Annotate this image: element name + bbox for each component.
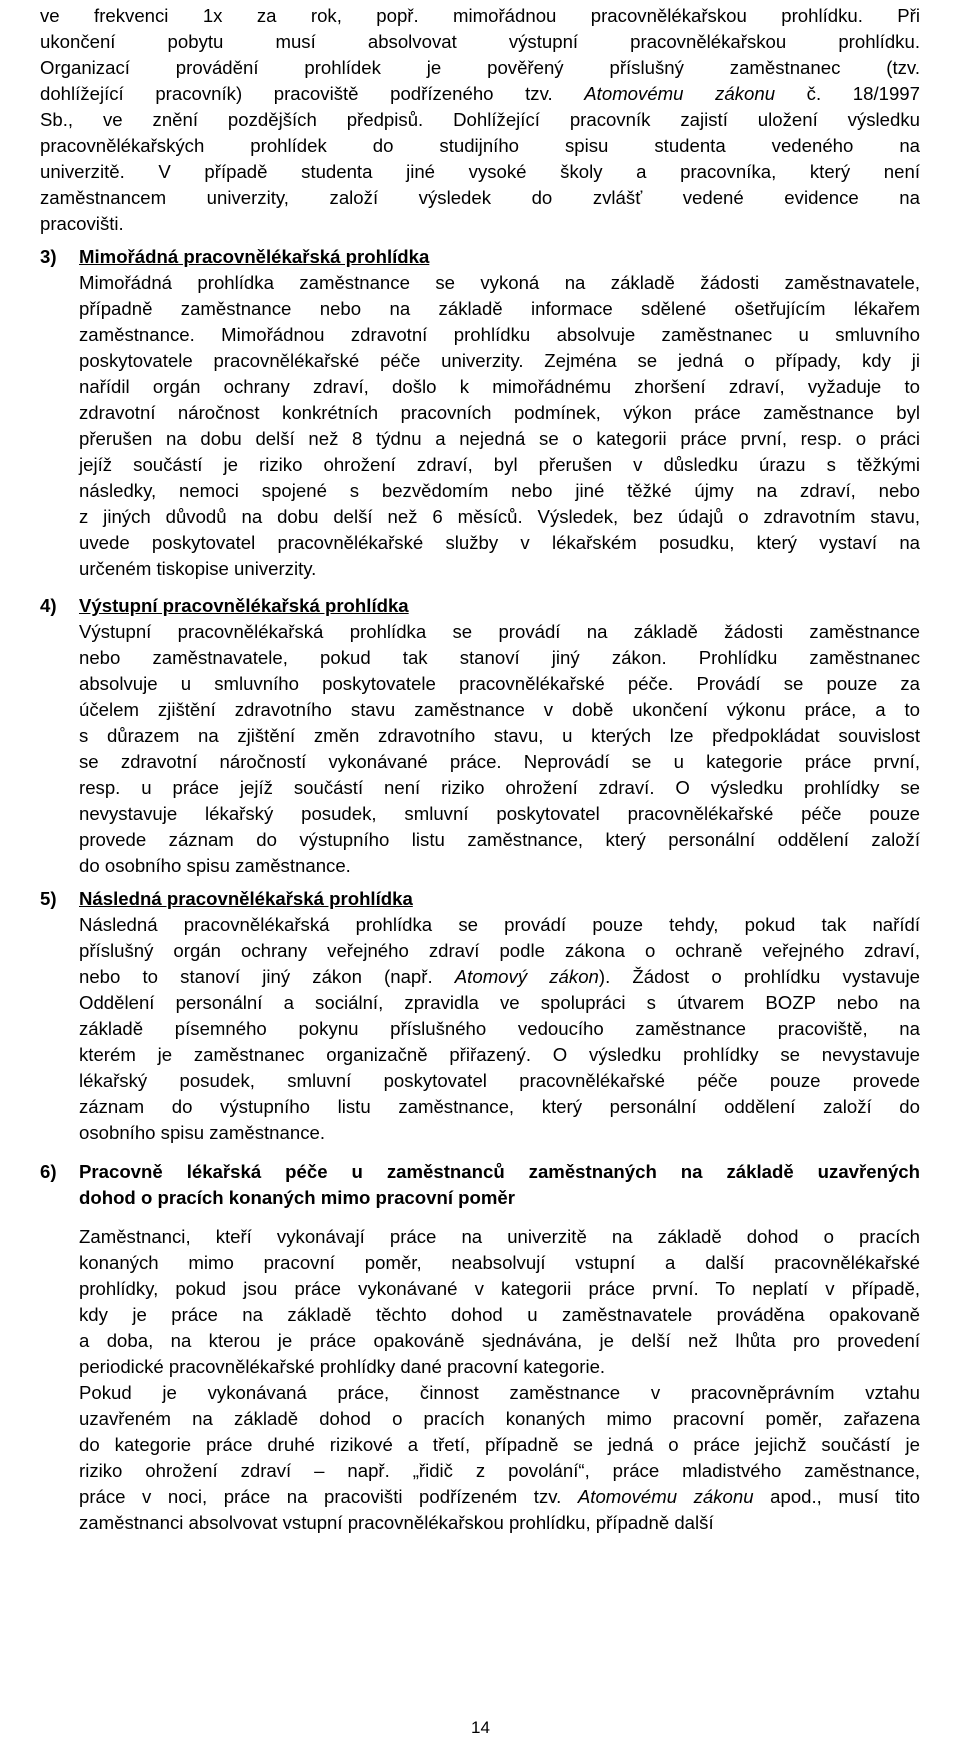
paragraph-line: univerzitě. V případě studenta jiné vysoké školy a pracovníka, který není (40, 161, 920, 182)
paragraph-line: Následná pracovnělékařská prohlídka se provádí pouze tehdy, pokud tak nařídí (79, 914, 920, 935)
paragraph-line: ukončení pobytu musí absolvovat výstupní pracovnělékařskou prohlídku. (40, 31, 920, 52)
paragraph-line: resp. u práce jejíž součástí není riziko ohrožení zdraví. O výsledku prohlídky se (79, 777, 920, 798)
paragraph-line: práce v noci, práce na pracovišti podřízeném tzv. Atomovému zákonu apod., musí tito (79, 1486, 921, 1507)
paragraph-line: konaných mimo pracovní poměr, neabsolvují vstupní a další pracovnělékařské (79, 1252, 920, 1273)
paragraph-line: určeném tiskopise univerzity. (79, 558, 317, 579)
paragraph-line: lékařský posudek, smluvní poskytovatel pracovnělékařské péče pouze provede (79, 1070, 920, 1091)
section-title-line: dohod o pracích konaných mimo pracovní poměr (79, 1187, 515, 1208)
section-title: Mimořádná pracovnělékařská prohlídka (79, 246, 430, 267)
paragraph-line: do osobního spisu zaměstnance. (79, 855, 351, 876)
paragraph-line: z jiných důvodů na dobu delší než 6 měsíců. Výsledek, bez údajů o zdravotním stavu, (79, 506, 920, 527)
paragraph-line: zaměstnance. Mimořádnou zdravotní prohlídku absolvuje zaměstnanec u smluvního (79, 324, 920, 345)
paragraph-line: Mimořádná prohlídka zaměstnance se vykoná na základě žádosti zaměstnavatele, (79, 272, 920, 293)
paragraph-line: absolvuje u smluvního poskytovatele pracovnělékařské péče. Provádí se pouze za (79, 673, 920, 694)
paragraph-line: příslušný orgán ochrany veřejného zdraví podle zákona o ochraně veřejného zdraví, (79, 940, 920, 961)
paragraph-line: riziko ohrožení zdraví – např. „řidič z povolání“, práce mladistvého zaměstnance, (79, 1460, 920, 1481)
section-title: Následná pracovnělékařská prohlídka (79, 888, 413, 909)
page-number: 14 (471, 1718, 490, 1737)
paragraph-line: pracovišti. (40, 213, 124, 234)
paragraph-line: nařídil orgán ochrany zdraví, došlo k mimořádnému zhoršení zdraví, vyžaduje to (79, 376, 920, 397)
paragraph-line: osobního spisu zaměstnance. (79, 1122, 326, 1143)
paragraph-line: kterém je zaměstnanec organizačně přiřazený. O výsledku prohlídky se nevystavuje (79, 1044, 920, 1065)
paragraph-line: do kategorie práce druhé rizikové a třetí, případně se jedná o práce jejichž součástí je (79, 1434, 920, 1455)
paragraph-line: a doba, na kterou je práce opakováně sjednávána, je delší než lhůta pro provedení (79, 1330, 920, 1351)
paragraph-line: nevystavuje lékařský posudek, smluvní poskytovatel pracovnělékařské péče pouze (79, 803, 920, 824)
paragraph-line: periodické pracovnělékařské prohlídky dané pracovní kategorie. (79, 1356, 606, 1377)
paragraph-line: případně zaměstnance nebo na základě informace sdělené ošetřujícím lékařem (79, 298, 920, 319)
paragraph-line: Zaměstnanci, kteří vykonávají práce na univerzitě na základě dohod o pracích (79, 1226, 920, 1247)
paragraph-line: zdravotní náročnost konkrétních pracovních podmínek, výkon práce zaměstnance byl (79, 402, 920, 423)
paragraph-line: základě písemného pokynu příslušného vedoucího zaměstnance pracoviště, na (79, 1018, 920, 1039)
section-number: 6) (40, 1161, 57, 1182)
paragraph-line: následky, nemoci spojené s bezvědomím nebo jiné těžké újmy na zdraví, nebo (79, 480, 920, 501)
paragraph-line: přerušen na dobu delší než 8 týdnu a nejedná se o kategorii práce první, resp. o práci (79, 428, 920, 449)
paragraph-line: poskytovatele pracovnělékařské péče univerzity. Zejména se jedná o případy, kdy ji (79, 350, 920, 371)
section-title-line: Pracovně lékařská péče u zaměstnanců zaměstnaných na základě uzavřených (79, 1161, 920, 1182)
paragraph-line: Výstupní pracovnělékařská prohlídka se provádí na základě žádosti zaměstnance (79, 621, 920, 642)
paragraph-line: Organizací provádění prohlídek je pověřený příslušný zaměstnanec (tzv. (40, 57, 920, 78)
paragraph-line: účelem zjištění zdravotního stavu zaměstnance v době ukončení výkonu práce, a to (79, 699, 920, 720)
paragraph-line: nebo to stanoví jiný zákon (např. Atomový zákon). Žádost o prohlídku vystavuje (79, 966, 920, 987)
paragraph-line: se zdravotní náročností vykonávané práce. Neprovádí se u kategorie práce první, (79, 751, 920, 772)
section-number: 3) (40, 246, 57, 267)
paragraph-line: provede záznam do výstupního listu zaměstnance, který personální oddělení založí (79, 829, 920, 850)
paragraph-line: Sb., ve znění pozdějších předpisů. Dohlížející pracovník zajistí uložení výsledku (40, 109, 920, 130)
paragraph-line: záznam do výstupního listu zaměstnance, který personální oddělení založí do (79, 1096, 920, 1117)
paragraph-line: pracovnělékařských prohlídek do studijního spisu studenta vedeného na (40, 135, 920, 156)
paragraph-line: nebo zaměstnavatele, pokud tak stanoví jiný zákon. Prohlídku zaměstnanec (79, 647, 920, 668)
paragraph-line: Oddělení personální a sociální, zpravidla ve spolupráci s útvarem BOZP nebo na (79, 992, 920, 1013)
paragraph-line: s důrazem na zjištění změn zdravotního stavu, u kterých lze předpokládat souvislost (79, 725, 920, 746)
paragraph-line: zaměstnancem univerzity, založí výsledek do zvlášť vedené evidence na (40, 187, 920, 208)
paragraph-line: prohlídky, pokud jsou práce vykonávané v kategorii práce první. To neplatí v případě, (79, 1278, 920, 1299)
paragraph-line: Pokud je vykonávaná práce, činnost zaměstnance v pracovněprávním vztahu (79, 1382, 920, 1403)
paragraph-line: zaměstnanci absolvovat vstupní pracovnělékařskou prohlídku, případně další (79, 1512, 714, 1533)
paragraph-line: uvede poskytovatel pracovnělékařské služby v lékařském posudku, který vystaví na (79, 532, 920, 553)
paragraph-line: ve frekvenci 1x za rok, popř. mimořádnou pracovnělékařskou prohlídku. Při (40, 5, 920, 26)
section-number: 4) (40, 595, 57, 616)
paragraph-line: dohlížející pracovník) pracoviště podřízeného tzv. Atomovému zákonu č. 18/1997 (40, 83, 920, 104)
section-number: 5) (40, 888, 57, 909)
paragraph-line: kdy je práce na základě těchto dohod u zaměstnavatele prováděna opakovaně (79, 1304, 920, 1325)
paragraph-line: uzavřeném na základě dohod o pracích konaných mimo pracovní poměr, zařazena (79, 1408, 920, 1429)
section-title: Výstupní pracovnělékařská prohlídka (79, 595, 409, 616)
paragraph-line: jejíž součástí je riziko ohrožení zdraví, byl přerušen v důsledku úrazu s těžkými (79, 454, 920, 475)
